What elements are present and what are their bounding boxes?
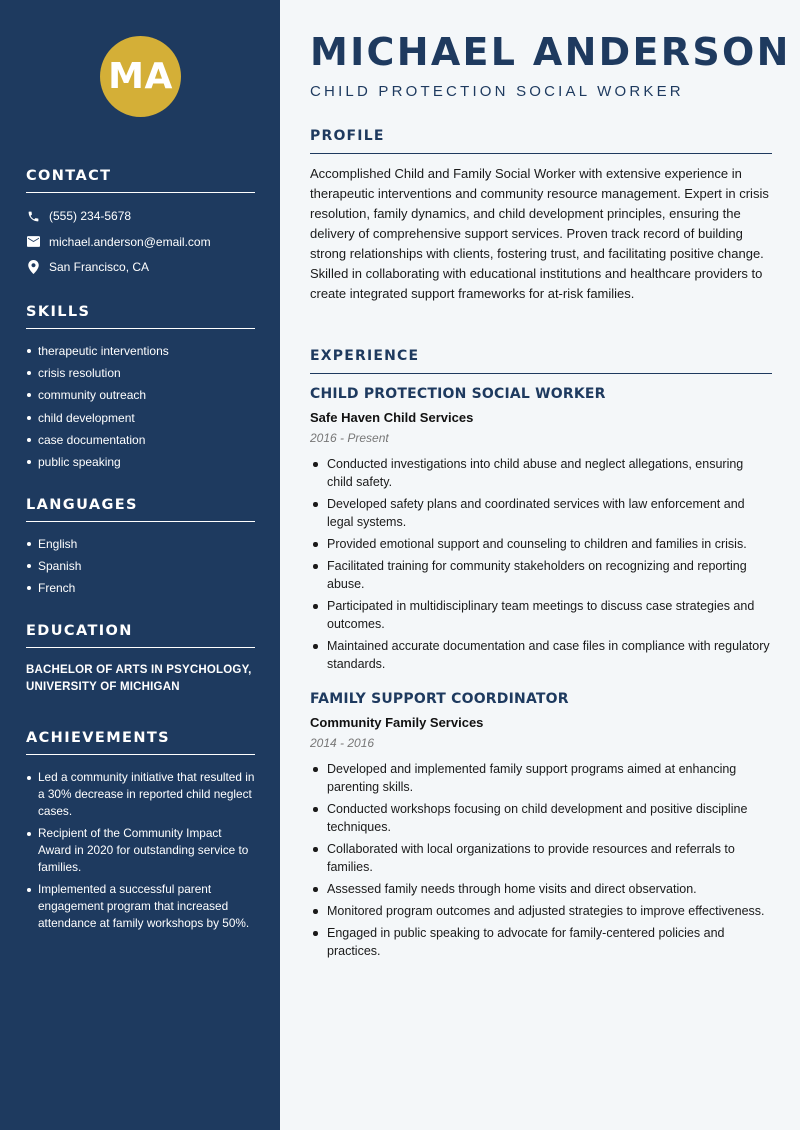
job-bullet: Developed and implemented family support programs aimed at enhancing parenting skills. [310, 760, 772, 796]
candidate-title: CHILD PROTECTION SOCIAL WORKER [310, 83, 684, 100]
achievements-section [26, 730, 255, 937]
skills-section [26, 304, 255, 476]
job-entry [310, 691, 772, 964]
achievement-item: Led a community initiative that resulted in a 30% decrease in reported child neglect cases. [26, 769, 255, 820]
location-pin-icon [26, 260, 40, 274]
job-bullets [310, 455, 772, 673]
job-bullet: Facilitated training for community stakeholders on recognizing and reporting abuse. [310, 557, 772, 593]
skills-heading: SKILLS [26, 304, 255, 329]
job-bullet: Maintained accurate documentation and case files in compliance with regulatory standards. [310, 637, 772, 673]
languages-heading: LANGUAGES [26, 497, 255, 522]
job-title: FAMILY SUPPORT COORDINATOR [310, 691, 569, 707]
avatar-initials: MA [108, 56, 173, 97]
job-bullet: Conducted workshops focusing on child development and positive discipline techniques. [310, 800, 772, 836]
email-icon [26, 235, 40, 249]
job-dates: 2014 - 2016 [310, 736, 375, 750]
candidate-name: MICHAEL ANDERSON [310, 30, 791, 74]
skill-item: crisis resolution [26, 365, 255, 387]
job-entry [310, 386, 772, 677]
job-company: Community Family Services [310, 715, 484, 730]
skill-item: community outreach [26, 387, 255, 409]
job-title: CHILD PROTECTION SOCIAL WORKER [310, 386, 606, 402]
achievements-heading: ACHIEVEMENTS [26, 730, 255, 755]
skill-item: therapeutic interventions [26, 343, 255, 365]
job-bullet: Collaborated with local organizations to provide resources and referrals to families. [310, 840, 772, 876]
achievements-list [26, 769, 255, 932]
skill-item: public speaking [26, 454, 255, 476]
job-bullet: Provided emotional support and counseling to children and families in crisis. [310, 535, 772, 553]
job-bullet: Engaged in public speaking to advocate for family-centered policies and practices. [310, 924, 772, 960]
contact-phone [26, 207, 255, 225]
achievement-item: Recipient of the Community Impact Award in 2020 for outstanding service to families. [26, 825, 255, 876]
skill-item: child development [26, 410, 255, 432]
job-bullet: Assessed family needs through home visits and direct observation. [310, 880, 772, 898]
job-bullet: Conducted investigations into child abuse and neglect allegations, ensuring child safety. [310, 455, 772, 491]
job-bullet: Participated in multidisciplinary team meetings to discuss case strategies and outcomes. [310, 597, 772, 633]
contact-location-text: San Francisco, CA [49, 260, 150, 274]
education-heading: EDUCATION [26, 623, 255, 648]
contact-email [26, 233, 255, 251]
contact-section [26, 168, 255, 284]
contact-phone-text: (555) 234-5678 [49, 209, 132, 223]
contact-email-text: michael.anderson@email.com [49, 234, 211, 249]
phone-icon [26, 209, 40, 223]
language-item: Spanish [26, 558, 255, 580]
job-dates: 2016 - Present [310, 431, 389, 445]
profile-heading: PROFILE [310, 128, 772, 154]
avatar [100, 36, 181, 117]
contact-heading: CONTACT [26, 168, 255, 193]
skill-item: case documentation [26, 432, 255, 454]
skills-list [26, 343, 255, 476]
job-bullet: Developed safety plans and coordinated services with law enforcement and legal systems. [310, 495, 772, 531]
profile-text: Accomplished Child and Family Social Worker with extensive experience in therapeutic interventions and community resource management. Expert in crisis resolution, family dynamics, and child development principles, ensuring the delivery of comprehensive support services. Proven track record of building strong relationships with clients, fostering trust, and facilitating positive change. Skilled in collaborating with educational institutions and healthcare providers to create integrated support frameworks for at-risk families. [310, 166, 769, 301]
job-bullet: Monitored program outcomes and adjusted strategies to improve effectiveness. [310, 902, 772, 920]
languages-section [26, 497, 255, 603]
education-degree: BACHELOR OF ARTS IN PSYCHOLOGY, UNIVERSITY OF MICHIGAN [26, 664, 252, 693]
experience-heading: EXPERIENCE [310, 348, 772, 374]
languages-list [26, 536, 255, 603]
language-item: English [26, 536, 255, 558]
language-item: French [26, 580, 255, 602]
job-company: Safe Haven Child Services [310, 410, 474, 425]
job-bullets [310, 760, 772, 960]
achievement-item: Implemented a successful parent engagement program that increased attendance at family workshops by 50%. [26, 881, 255, 932]
education-section [26, 623, 255, 696]
sidebar [0, 0, 280, 1130]
contact-location [26, 258, 255, 276]
